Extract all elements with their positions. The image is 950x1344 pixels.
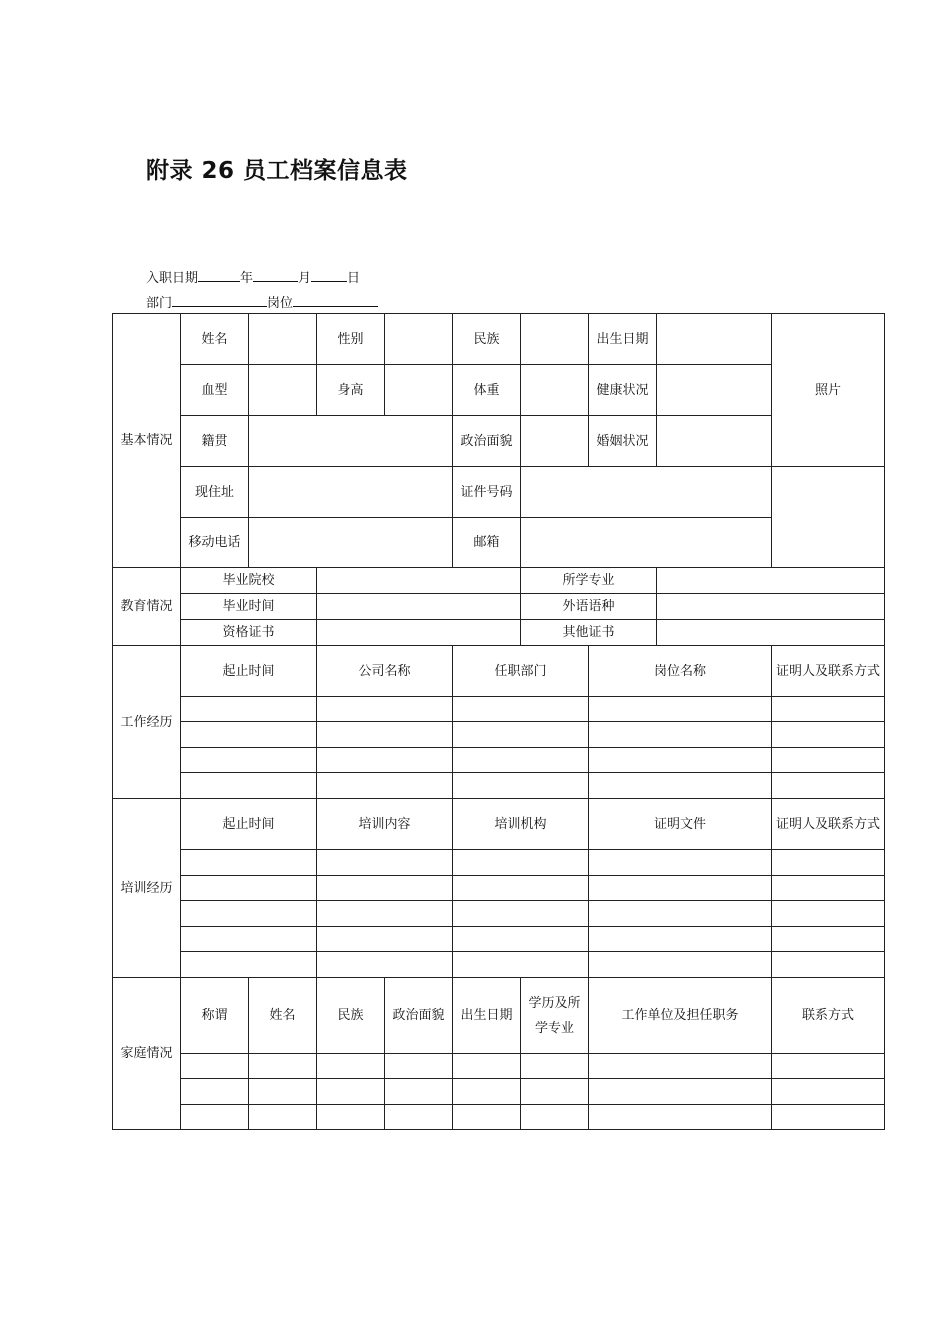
- label-weight: 体重: [453, 365, 521, 416]
- work-cell[interactable]: [181, 722, 317, 748]
- input-language[interactable]: [657, 594, 885, 620]
- training-cell[interactable]: [772, 876, 885, 901]
- label-qualification: 资格证书: [181, 620, 317, 646]
- family-cell[interactable]: [589, 1105, 772, 1130]
- work-cell[interactable]: [453, 773, 589, 799]
- training-cell[interactable]: [589, 850, 772, 876]
- training-cell[interactable]: [317, 901, 453, 927]
- table-row: [113, 927, 885, 952]
- family-cell[interactable]: [317, 1105, 385, 1130]
- family-cell[interactable]: [181, 1054, 249, 1079]
- section-family: 家庭情况: [113, 978, 181, 1130]
- family-header: 工作单位及担任职务: [589, 978, 772, 1054]
- training-cell[interactable]: [772, 927, 885, 952]
- label-school: 毕业院校: [181, 568, 317, 594]
- work-cell[interactable]: [772, 722, 885, 748]
- family-cell[interactable]: [772, 1054, 885, 1079]
- family-cell[interactable]: [521, 1054, 589, 1079]
- family-cell[interactable]: [385, 1054, 453, 1079]
- training-cell[interactable]: [453, 901, 589, 927]
- work-cell[interactable]: [317, 722, 453, 748]
- family-header: 学历及所学专业: [521, 978, 589, 1054]
- work-cell[interactable]: [453, 697, 589, 722]
- input-weight[interactable]: [521, 365, 589, 416]
- label-gender: 性别: [317, 314, 385, 365]
- label-id-number: 证件号码: [453, 467, 521, 518]
- work-header: 公司名称: [317, 646, 453, 697]
- label-marital: 婚姻状况: [589, 416, 657, 467]
- training-cell[interactable]: [453, 876, 589, 901]
- work-cell[interactable]: [453, 722, 589, 748]
- training-header: 培训机构: [453, 799, 589, 850]
- position-label: 岗位: [267, 296, 294, 311]
- work-header: 岗位名称: [589, 646, 772, 697]
- label-address: 现住址: [181, 467, 249, 518]
- training-cell[interactable]: [317, 850, 453, 876]
- work-header: 起止时间: [181, 646, 317, 697]
- photo-extension: [772, 467, 885, 568]
- training-header: 培训内容: [317, 799, 453, 850]
- input-blood-type[interactable]: [249, 365, 317, 416]
- training-cell[interactable]: [181, 876, 317, 901]
- training-cell[interactable]: [317, 952, 453, 978]
- input-qualification[interactable]: [317, 620, 521, 646]
- photo-box[interactable]: 照片: [772, 314, 885, 467]
- table-row: [113, 1079, 885, 1105]
- input-gender[interactable]: [385, 314, 453, 365]
- label-mobile: 移动电话: [181, 518, 249, 568]
- family-cell[interactable]: [772, 1079, 885, 1105]
- work-cell[interactable]: [772, 748, 885, 773]
- family-cell[interactable]: [453, 1054, 521, 1079]
- input-ethnicity[interactable]: [521, 314, 589, 365]
- work-cell[interactable]: [317, 697, 453, 722]
- family-cell[interactable]: [385, 1105, 453, 1130]
- training-cell[interactable]: [589, 876, 772, 901]
- label-other-cert: 其他证书: [521, 620, 657, 646]
- training-cell[interactable]: [181, 927, 317, 952]
- table-row: [113, 697, 885, 722]
- work-cell[interactable]: [589, 722, 772, 748]
- work-cell[interactable]: [317, 748, 453, 773]
- work-cell[interactable]: [317, 773, 453, 799]
- entry-date-line: [146, 266, 360, 286]
- family-cell[interactable]: [772, 1105, 885, 1130]
- table-row: [113, 952, 885, 978]
- label-birth-date: 出生日期: [589, 314, 657, 365]
- input-height[interactable]: [385, 365, 453, 416]
- work-cell[interactable]: [453, 748, 589, 773]
- input-marital[interactable]: [657, 416, 772, 467]
- family-cell[interactable]: [317, 1079, 385, 1105]
- input-grad-time[interactable]: [317, 594, 521, 620]
- family-cell[interactable]: [181, 1105, 249, 1130]
- section-work: 工作经历: [113, 646, 181, 799]
- family-header: 民族: [317, 978, 385, 1054]
- work-cell[interactable]: [589, 748, 772, 773]
- work-cell[interactable]: [772, 697, 885, 722]
- training-header: 证明文件: [589, 799, 772, 850]
- family-cell[interactable]: [589, 1054, 772, 1079]
- entry-year-blank[interactable]: [198, 266, 240, 282]
- work-cell[interactable]: [181, 748, 317, 773]
- training-header: 证明人及联系方式: [772, 799, 885, 850]
- input-mobile[interactable]: [249, 518, 453, 568]
- table-row: [113, 748, 885, 773]
- training-cell[interactable]: [181, 850, 317, 876]
- label-blood-type: 血型: [181, 365, 249, 416]
- family-cell[interactable]: [453, 1105, 521, 1130]
- label-height: 身高: [317, 365, 385, 416]
- training-header: 起止时间: [181, 799, 317, 850]
- table-row: [113, 773, 885, 799]
- work-cell[interactable]: [181, 773, 317, 799]
- entry-month-blank[interactable]: [253, 266, 298, 282]
- entry-day-blank[interactable]: [311, 266, 347, 282]
- position-blank[interactable]: [293, 291, 378, 307]
- family-header: 政治面貌: [385, 978, 453, 1054]
- table-row: [113, 876, 885, 901]
- input-major[interactable]: [657, 568, 885, 594]
- year-label: 年: [240, 271, 254, 286]
- family-header: 姓名: [249, 978, 317, 1054]
- label-email: 邮箱: [453, 518, 521, 568]
- family-header: 出生日期: [453, 978, 521, 1054]
- training-cell[interactable]: [317, 927, 453, 952]
- label-ethnicity: 民族: [453, 314, 521, 365]
- family-cell[interactable]: [521, 1079, 589, 1105]
- section-basic: 基本情况: [113, 314, 181, 568]
- work-cell[interactable]: [589, 697, 772, 722]
- training-cell[interactable]: [453, 850, 589, 876]
- input-school[interactable]: [317, 568, 521, 594]
- label-health: 健康状况: [589, 365, 657, 416]
- training-cell[interactable]: [772, 952, 885, 978]
- training-cell[interactable]: [453, 927, 589, 952]
- family-cell[interactable]: [317, 1054, 385, 1079]
- training-cell[interactable]: [181, 952, 317, 978]
- input-native-place[interactable]: [249, 416, 453, 467]
- table-row: [113, 1054, 885, 1079]
- input-email[interactable]: [521, 518, 772, 568]
- input-address[interactable]: [249, 467, 453, 518]
- family-cell[interactable]: [249, 1054, 317, 1079]
- work-header: 证明人及联系方式: [772, 646, 885, 697]
- department-label: 部门: [146, 296, 173, 311]
- family-cell[interactable]: [249, 1079, 317, 1105]
- family-cell[interactable]: [453, 1079, 521, 1105]
- input-id-number[interactable]: [521, 467, 772, 518]
- family-cell[interactable]: [385, 1079, 453, 1105]
- table-row: [113, 901, 885, 927]
- training-cell[interactable]: [181, 901, 317, 927]
- input-birth-date[interactable]: [657, 314, 772, 365]
- document-title: 附录 26 员工档案信息表: [146, 158, 408, 184]
- department-line: [146, 291, 378, 311]
- section-training: 培训经历: [113, 799, 181, 978]
- label-name: 姓名: [181, 314, 249, 365]
- work-cell[interactable]: [589, 773, 772, 799]
- table-row: [113, 850, 885, 876]
- family-cell[interactable]: [249, 1105, 317, 1130]
- label-native-place: 籍贯: [181, 416, 249, 467]
- input-other-cert[interactable]: [657, 620, 885, 646]
- department-blank[interactable]: [172, 291, 267, 307]
- employee-record-table: [112, 313, 885, 1130]
- family-cell[interactable]: [589, 1079, 772, 1105]
- section-education: 教育情况: [113, 568, 181, 646]
- work-cell[interactable]: [772, 773, 885, 799]
- training-cell[interactable]: [589, 901, 772, 927]
- label-major: 所学专业: [521, 568, 657, 594]
- work-cell[interactable]: [181, 697, 317, 722]
- family-cell[interactable]: [521, 1105, 589, 1130]
- month-label: 月: [298, 271, 312, 286]
- training-cell[interactable]: [589, 927, 772, 952]
- entry-date-label: 入职日期: [146, 271, 199, 286]
- label-political: 政治面貌: [453, 416, 521, 467]
- label-language: 外语语种: [521, 594, 657, 620]
- training-cell[interactable]: [453, 952, 589, 978]
- input-political[interactable]: [521, 416, 589, 467]
- table-row: [113, 1105, 885, 1130]
- label-grad-time: 毕业时间: [181, 594, 317, 620]
- work-header: 任职部门: [453, 646, 589, 697]
- family-header: 联系方式: [772, 978, 885, 1054]
- family-header: 称谓: [181, 978, 249, 1054]
- training-cell[interactable]: [772, 901, 885, 927]
- table-row: [113, 722, 885, 748]
- training-cell[interactable]: [317, 876, 453, 901]
- training-cell[interactable]: [772, 850, 885, 876]
- input-name[interactable]: [249, 314, 317, 365]
- family-cell[interactable]: [181, 1079, 249, 1105]
- day-label: 日: [347, 271, 361, 286]
- input-health[interactable]: [657, 365, 772, 416]
- training-cell[interactable]: [589, 952, 772, 978]
